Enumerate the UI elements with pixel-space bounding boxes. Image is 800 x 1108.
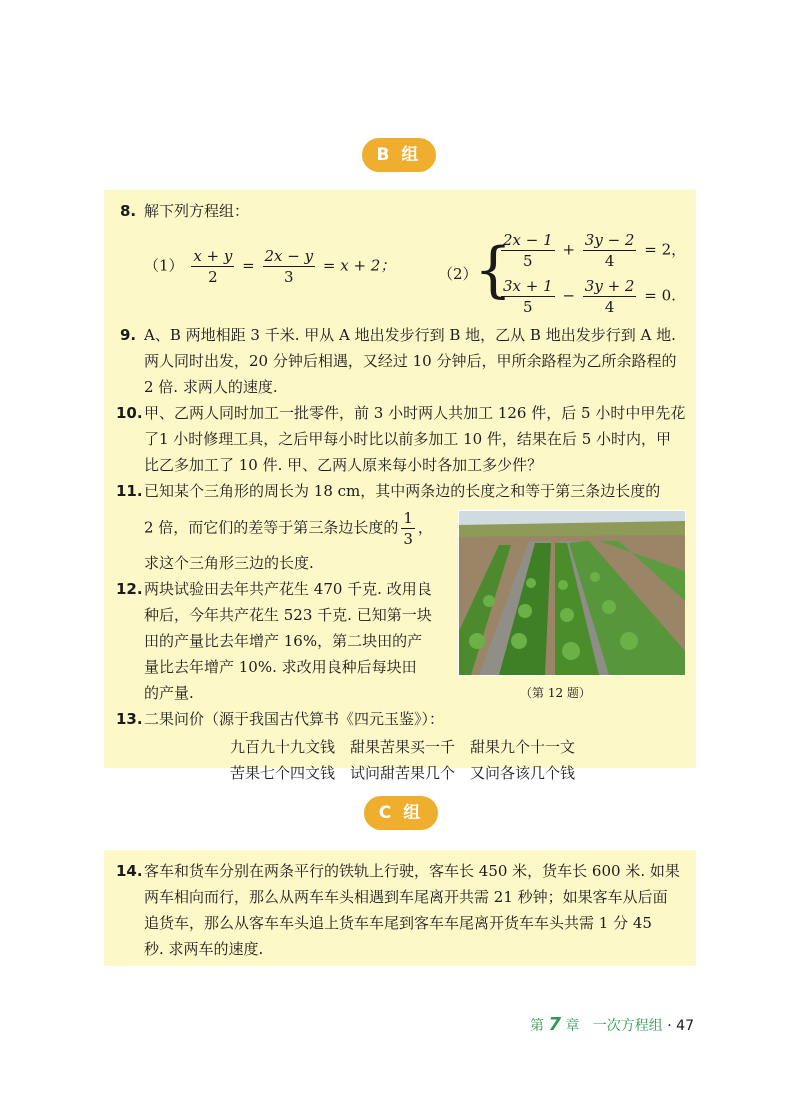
field-illustration <box>459 511 685 675</box>
problem-13-number: 13. <box>116 710 143 728</box>
part2-r1-fraction-1 <box>501 230 555 271</box>
problem-12-text <box>144 576 432 706</box>
problem-11-line-3: 求这个三角形三边的长度. <box>144 554 314 572</box>
problem-12-line-4: 量比去年增产 10%. 求改用良种后每块田 <box>144 658 417 676</box>
group-b-badge <box>362 138 436 172</box>
one-third-denominator: 3 <box>403 530 413 548</box>
problem-12-line-2: 种后，今年共产花生 523 千克. 已知第一块 <box>144 606 432 624</box>
chapter-number: 7 <box>548 1014 561 1035</box>
problem-12-number: 12. <box>116 580 143 598</box>
problem-10-line-3: 比乙多加工了 10 件. 甲、乙两人原来每小时各加工多少件？ <box>144 456 543 474</box>
part2-r1-f2-denominator: 4 <box>604 252 615 270</box>
problem-11-number: 11. <box>116 482 143 500</box>
problem-12-line-1: 两块试验田去年共产花生 470 千克. 改用良 <box>144 580 432 598</box>
problem-10-line-1: 甲、乙两人同时加工一批零件，前 3 小时两人共加工 126 件，后 5 小时中甲先花 <box>144 404 686 422</box>
photo-caption: （第 12 题） <box>520 686 591 700</box>
problem-13-verse-2: 苦果七个四文钱 试问甜苦果几个 又问各该几个钱 <box>230 764 576 782</box>
part1-f2-denominator: 3 <box>284 268 294 286</box>
problem-8-part1 <box>144 246 395 287</box>
part2-r2-f1-denominator: 5 <box>523 298 533 316</box>
group-c-panel <box>104 850 696 966</box>
group-b-panel <box>104 190 696 782</box>
part1-f2-numerator: 2x − y <box>264 247 314 265</box>
part2-r1-f2-numerator: 3y − 2 <box>584 231 635 249</box>
part1-label: （1） <box>144 256 184 275</box>
chapter-title: 一次方程组 <box>592 1018 663 1034</box>
part2-r2-f2-denominator: 4 <box>604 298 615 316</box>
problem-9-text <box>144 322 676 400</box>
chapter-suffix: 章 <box>565 1018 580 1034</box>
part2-r2-operator: − <box>562 286 576 305</box>
brace: { <box>474 235 513 305</box>
page-number: 47 <box>676 1018 694 1034</box>
problem-11-line-2 <box>144 508 433 549</box>
part2-r2-f1-numerator: 3x + 1 <box>503 277 553 295</box>
part1-fraction-1 <box>191 246 234 287</box>
group-b-label: B 组 <box>376 145 422 165</box>
problem-10-line-2: 了1 小时修理工具，之后甲每小时比以前多加工 10 件，结果在后 5 小时内，甲 <box>144 430 672 448</box>
part1-equals: = <box>242 256 255 275</box>
problem-14-line-2: 两车相向而行，那么从两车车头相遇到车尾离开共需 21 秒钟；如果客车从后面 <box>144 888 668 906</box>
one-third-fraction <box>401 508 415 549</box>
problem-12-line-3: 田的产量比去年增产 16%，第二块田的产 <box>144 632 423 650</box>
problem-12-line-5: 的产量. <box>144 684 194 702</box>
peanut-field-photo <box>458 510 686 676</box>
problem-9-number: 9. <box>120 326 137 344</box>
group-c-badge <box>364 796 438 830</box>
problem-13-verse-1: 九百九十九文钱 甜果苦果买一千 甜果九个十一文 <box>230 738 576 756</box>
group-c-label: C 组 <box>378 803 424 823</box>
page-footer <box>530 1014 694 1035</box>
problem-9-line-2: 两人同时出发，20 分钟后相遇，又经过 10 分钟后，甲所余路程为乙所余路程的 <box>144 352 677 370</box>
part1-f1-denominator: 2 <box>208 268 218 286</box>
part2-r1-f1-numerator: 2x − 1 <box>503 231 553 249</box>
part2-row-2 <box>498 276 676 317</box>
problem-14-line-4: 秒. 求两车的速度. <box>144 940 264 958</box>
problem-14-text <box>144 858 680 962</box>
problem-11-line-2-end: ， <box>417 518 433 537</box>
part2-r2-fraction-1 <box>501 276 555 317</box>
problem-8-number: 8. <box>120 202 137 220</box>
part2-label: （2） <box>438 265 478 283</box>
part2-r1-fraction-2 <box>583 230 637 271</box>
problem-10-text <box>144 400 685 478</box>
part1-rhs: = x + 2； <box>322 256 396 275</box>
problem-10-number: 10. <box>116 404 143 422</box>
part2-r1-rhs: = 2， <box>644 240 687 259</box>
part1-f1-numerator: x + y <box>193 247 233 265</box>
problem-14-line-3: 追货车，那么从客车车头追上货车车尾到客车车尾离开货车车头共需 1 分 45 <box>144 914 652 932</box>
chapter-prefix: 第 <box>530 1018 544 1034</box>
part2-r1-f1-denominator: 5 <box>523 252 533 270</box>
part2-r2-f2-numerator: 3y + 2 <box>584 277 635 295</box>
part2-row-1 <box>498 230 686 271</box>
problem-14-line-1: 客车和货车分别在两条平行的铁轨上行驶，客车长 450 米，货车长 600 米. 如果 <box>144 862 680 880</box>
problem-13-line-1: 二果问价（源于我国古代算书《四元玉鉴》）： <box>144 710 445 728</box>
problem-9-line-3: 2 倍. 求两人的速度. <box>144 378 278 396</box>
problem-11-line-2-text: 2 倍，而它们的差等于第三条边长度的 <box>144 518 399 537</box>
problem-14-number: 14. <box>116 862 143 880</box>
problem-11-text <box>144 478 660 504</box>
one-third-numerator: 1 <box>403 509 413 527</box>
part2-r2-rhs: = 0. <box>644 286 676 305</box>
chapter-label <box>530 1014 667 1035</box>
footer-dot: · <box>667 1018 672 1034</box>
part1-fraction-2 <box>263 246 316 287</box>
problem-11-line-1: 已知某个三角形的周长为 18 cm，其中两条边的长度之和等于第三条边长度的 <box>144 482 661 500</box>
part2-r2-fraction-2 <box>583 276 637 317</box>
problem-8-stem: 解下列方程组： <box>144 202 250 220</box>
problem-9-line-1: A、B 两地相距 3 千米. 甲从 A 地出发步行到 B 地，乙从 B 地出发步行到 A 地. <box>144 326 676 344</box>
part2-r1-operator: + <box>562 240 576 259</box>
